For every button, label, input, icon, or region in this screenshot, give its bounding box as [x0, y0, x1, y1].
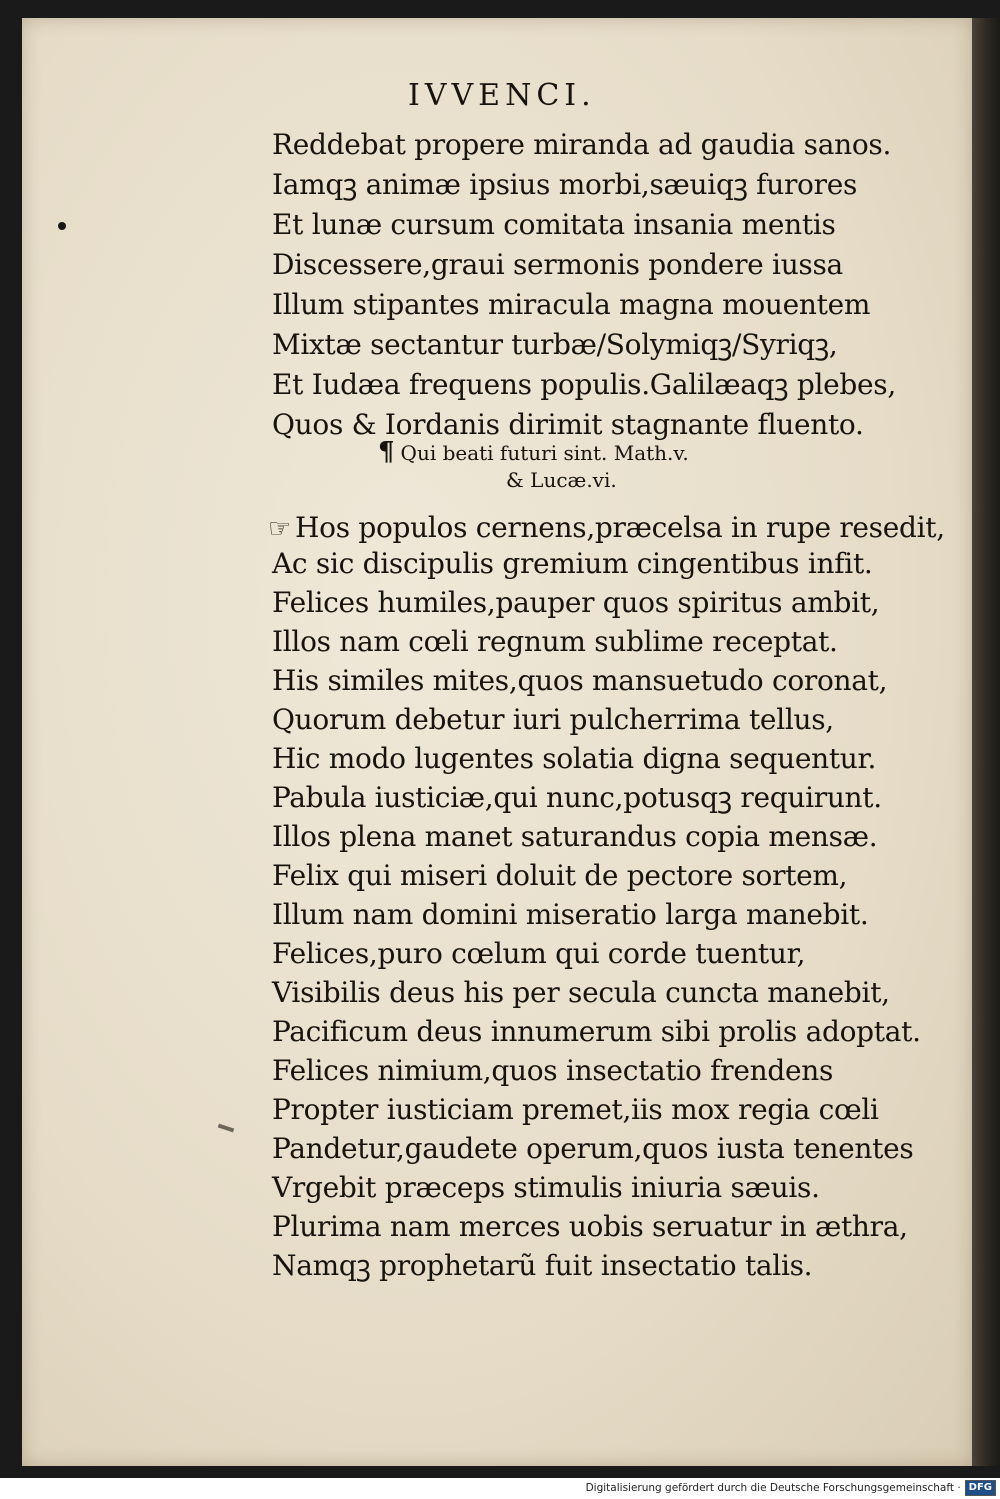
- verse-line: Mixtæ sectantur turbæ/Solymiqꝫ/Syriqꝫ,: [272, 328, 838, 361]
- verse-line: Visibilis deus his per secula cuncta manebit,: [272, 976, 890, 1009]
- verse-line: His similes mites,quos mansuetudo coronat,: [272, 664, 888, 697]
- verse-line: Propter iusticiam premet,iis mox regia cœli: [272, 1093, 879, 1126]
- verse-line: [268, 508, 958, 548]
- verse-line: Et Iudæa frequens populis.Galilæaqꝫ plebes,: [272, 368, 896, 401]
- verse-line: Illum stipantes miracula magna mouentem: [272, 288, 871, 321]
- verse-line: Ac sic discipulis gremium cingentibus infit.: [272, 547, 873, 580]
- section-heading-text: Qui beati futuri sint. Math.v.: [400, 441, 689, 465]
- verse-line: Felices humiles,pauper quos spiritus ambit,: [272, 586, 880, 619]
- section-heading-line-1: [378, 438, 689, 467]
- section-heading-line-2: & Lucæ.vi.: [506, 468, 617, 492]
- dfg-logo-icon: DFG: [965, 1480, 996, 1496]
- verse-line: Illum nam domini miseratio larga manebit.: [272, 898, 869, 931]
- pilcrow-icon: ¶: [378, 437, 395, 467]
- pointing-hand-icon: ☞: [268, 514, 292, 544]
- verse-line: Plurima nam merces uobis seruatur in æthra,: [272, 1210, 908, 1243]
- footer-text: Digitalisierung gefördert durch die Deutsche Forschungsgemeinschaft ·: [585, 1482, 961, 1494]
- verse-line: Illos plena manet saturandus copia mensæ.: [272, 820, 878, 853]
- verse-line: Iamqꝫ animæ ipsius morbi,sæuiqꝫ furores: [272, 168, 858, 201]
- digitization-footer: [0, 1478, 1000, 1499]
- ink-spot: [58, 222, 66, 230]
- verse-line: Vrgebit præceps stimulis iniuria sæuis.: [272, 1171, 820, 1204]
- verse-line: Felices nimium,quos insectatio frendens: [272, 1054, 834, 1087]
- verse-line: Quorum debetur iuri pulcherrima tellus,: [272, 703, 834, 736]
- verse-line: Namqꝫ prophetarũ fuit insectatio talis.: [272, 1249, 813, 1282]
- verse-line: Et lunæ cursum comitata insania mentis: [272, 208, 836, 241]
- verse-text: Hos populos cernens,præcelsa in rupe resedit,: [295, 511, 945, 544]
- verse-line: Reddebat propere miranda ad gaudia sanos.: [272, 128, 892, 161]
- verse-line: Hic modo lugentes solatia digna sequentur.: [272, 742, 877, 775]
- verse-line: Felix qui miseri doluit de pectore sortem,: [272, 859, 848, 892]
- running-head: IVVENCI.: [408, 78, 596, 113]
- verse-line: Felices,puro cœlum qui corde tuentur,: [272, 937, 806, 970]
- verse-line: Pabula iusticiæ,qui nunc,potusqꝫ requirunt.: [272, 781, 882, 814]
- verse-line: Discessere,graui sermonis pondere iussa: [272, 248, 843, 281]
- verse-line: Illos nam cœli regnum sublime receptat.: [272, 625, 838, 658]
- verse-line: Pacificum deus innumerum sibi prolis adoptat.: [272, 1015, 921, 1048]
- verse-line: Pandetur,gaudete operum,quos iusta tenentes: [272, 1132, 914, 1165]
- verse-line: Quos & Iordanis dirimit stagnante fluento.: [272, 408, 864, 441]
- page-gutter: [972, 18, 1000, 1466]
